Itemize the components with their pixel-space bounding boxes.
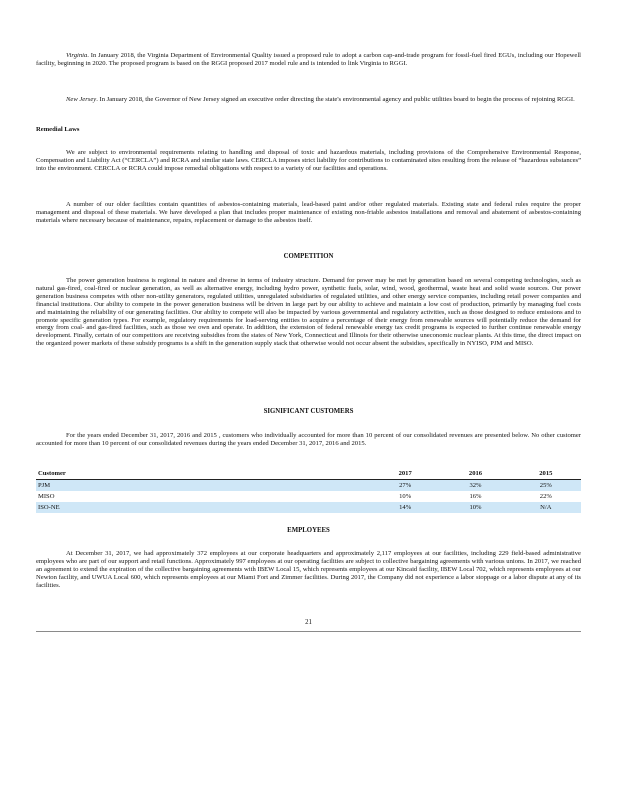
customer-name: PJM <box>36 480 370 492</box>
remedial-laws-heading: Remedial Laws <box>36 126 80 133</box>
significant-customers-heading: SIGNIFICANT CUSTOMERS <box>263 408 354 415</box>
value-2017: 27% <box>370 480 440 492</box>
customer-name: MISO <box>38 493 55 500</box>
table-row <box>36 491 581 502</box>
table-row <box>36 480 581 492</box>
remedial-paragraph-1: We are subject to environmental requirements relating to handling and disposal of toxic and hazardous materials, including provisions of the Comprehensive Environmental Response, Compensation and Liability Act (“CERCLA”) and RCRA and similar state laws. CERCLA imposes strict liability for contributions to contaminated sites resulting from the release of “hazardous substances” into the environment. CERCLA or RCRA could impose remedial obligations with respect to a variety of our facilities and operations. <box>36 149 581 172</box>
header-2017: 2017 <box>370 468 440 480</box>
customers-table-header-row <box>36 468 581 480</box>
value-2017: 14% <box>370 502 440 513</box>
value-2015: 25% <box>511 480 581 492</box>
employees-heading: EMPLOYEES <box>287 527 330 534</box>
value-2016: 32% <box>440 480 510 492</box>
footer-divider <box>36 631 581 632</box>
virginia-body: . In January 2018, the Virginia Department of Environmental Quality issued a proposed rule to adopt a carbon cap-and-trade program for fossil-fuel fired EGUs, including our Hopewell facility, beginning in 2020. The proposed program is based on the RGGI proposed 2017 model rule and is intended to link Virginia to RGGI. <box>36 52 581 67</box>
new-jersey-paragraph <box>36 96 581 104</box>
value-2015: 22% <box>539 493 552 500</box>
competition-heading: COMPETITION <box>283 253 334 260</box>
header-2015: 2015 <box>511 468 581 480</box>
remedial-paragraph-2: A number of our older facilities contain quantities of asbestos-containing materials, lead-based paint and/or other regulated materials. Existing state and federal rules require the proper management and disposal of these materials. We have developed a plan that includes proper maintenance of existing non-friable asbestos installations and removal and abatement of asbestos-containing materials where necessary because of maintenance, repairs, replacement or damage to the asbestos itself. <box>36 201 581 224</box>
value-2015: N/A <box>511 502 581 513</box>
new-jersey-body: . In January 2018, the Governor of New Jersey signed an executive order directing the state's environmental agency and public utilities board to begin the process of rejoining RGGI. <box>96 96 575 103</box>
table-row <box>36 502 581 513</box>
customers-table <box>36 468 581 513</box>
customers-paragraph: For the years ended December 31, 2017, 2016 and 2015 , customers who individually accounted for more than 10 percent of our consolidated revenues are presented below. No other customer accounted for more than 10 percent of our consolidated revenues during the years ended December 31, 2017, 2016 and 2015. <box>36 432 581 447</box>
customer-name: ISO-NE <box>36 502 370 513</box>
employees-paragraph: At December 31, 2017, we had approximately 372 employees at our corporate headquarters and approximately 2,117 employees at our facilities, including 229 field-based administrative employees who are part of our support and retail functions. Approximately 997 employees at our operating facilities are subject to collective bargaining agreements with various unions. In 2017, we reached an agreement to extend the expiration of the collective bargaining agreements with IBEW Local 15, which represents employees at our Kincaid facility, IBEW Local 702, which represents employees at our Newton facility, and UWUA Local 600, which represents employees at our Miami Fort and Zimmer facilities. During 2017, the Company did not experience a labor stoppage or a labor dispute at any of its facilities. <box>36 550 581 589</box>
competition-paragraph: The power generation business is regional in nature and diverse in terms of industry structure. Demand for power may be met by generation based on several competing technologies, such as natural gas-fired, coal-fired or nuclear generation, as well as alternative energy, including hydro power, synthetic fuels, solar, wind, wood, geothermal, waste heat and solid waste sources. Our power generation business competes with other non-utility generators, regulated utilities, unregulated subsidiaries of regulated utilities, and other energy service companies, including retail power companies and financial institutions. Our ability to compete in the power generation business will be driven in large part by our ability to achieve and maintain a low cost of production, primarily by managing fuel costs and maintaining the reliability of our generating facilities. Our ability to compete will also be impacted by various governmental and regulatory activities, such as those designed to reduce emissions and to promote specific generation types. For example, regulatory requirements for load-serving entities to acquire a percentage of their energy from renewable sources will potentially reduce the demand for energy from coal- and gas-fired facilities, such as those we own and operate. In addition, the extension of federal renewable energy tax credit programs is expected to further continue renewable energy development. Finally, certain of our competitors are receiving subsidies from the states of New York, Connecticut and Illinois for their otherwise uneconomic nuclear plants. At this time, the direct impact on the organized power markets of these subsidy programs is a shift in the generation supply stack that otherwise would not occur absent the subsidies, specifically in NYISO, PJM and MISO. <box>36 277 581 348</box>
value-2017: 10% <box>399 493 412 500</box>
new-jersey-label: New Jersey <box>66 96 97 103</box>
header-2016: 2016 <box>440 468 510 480</box>
page-number: 21 <box>305 619 312 626</box>
value-2016: 10% <box>440 502 510 513</box>
virginia-label: Virginia <box>66 52 88 59</box>
header-customer: Customer <box>36 468 370 480</box>
virginia-paragraph <box>36 52 581 68</box>
value-2016: 16% <box>469 493 482 500</box>
